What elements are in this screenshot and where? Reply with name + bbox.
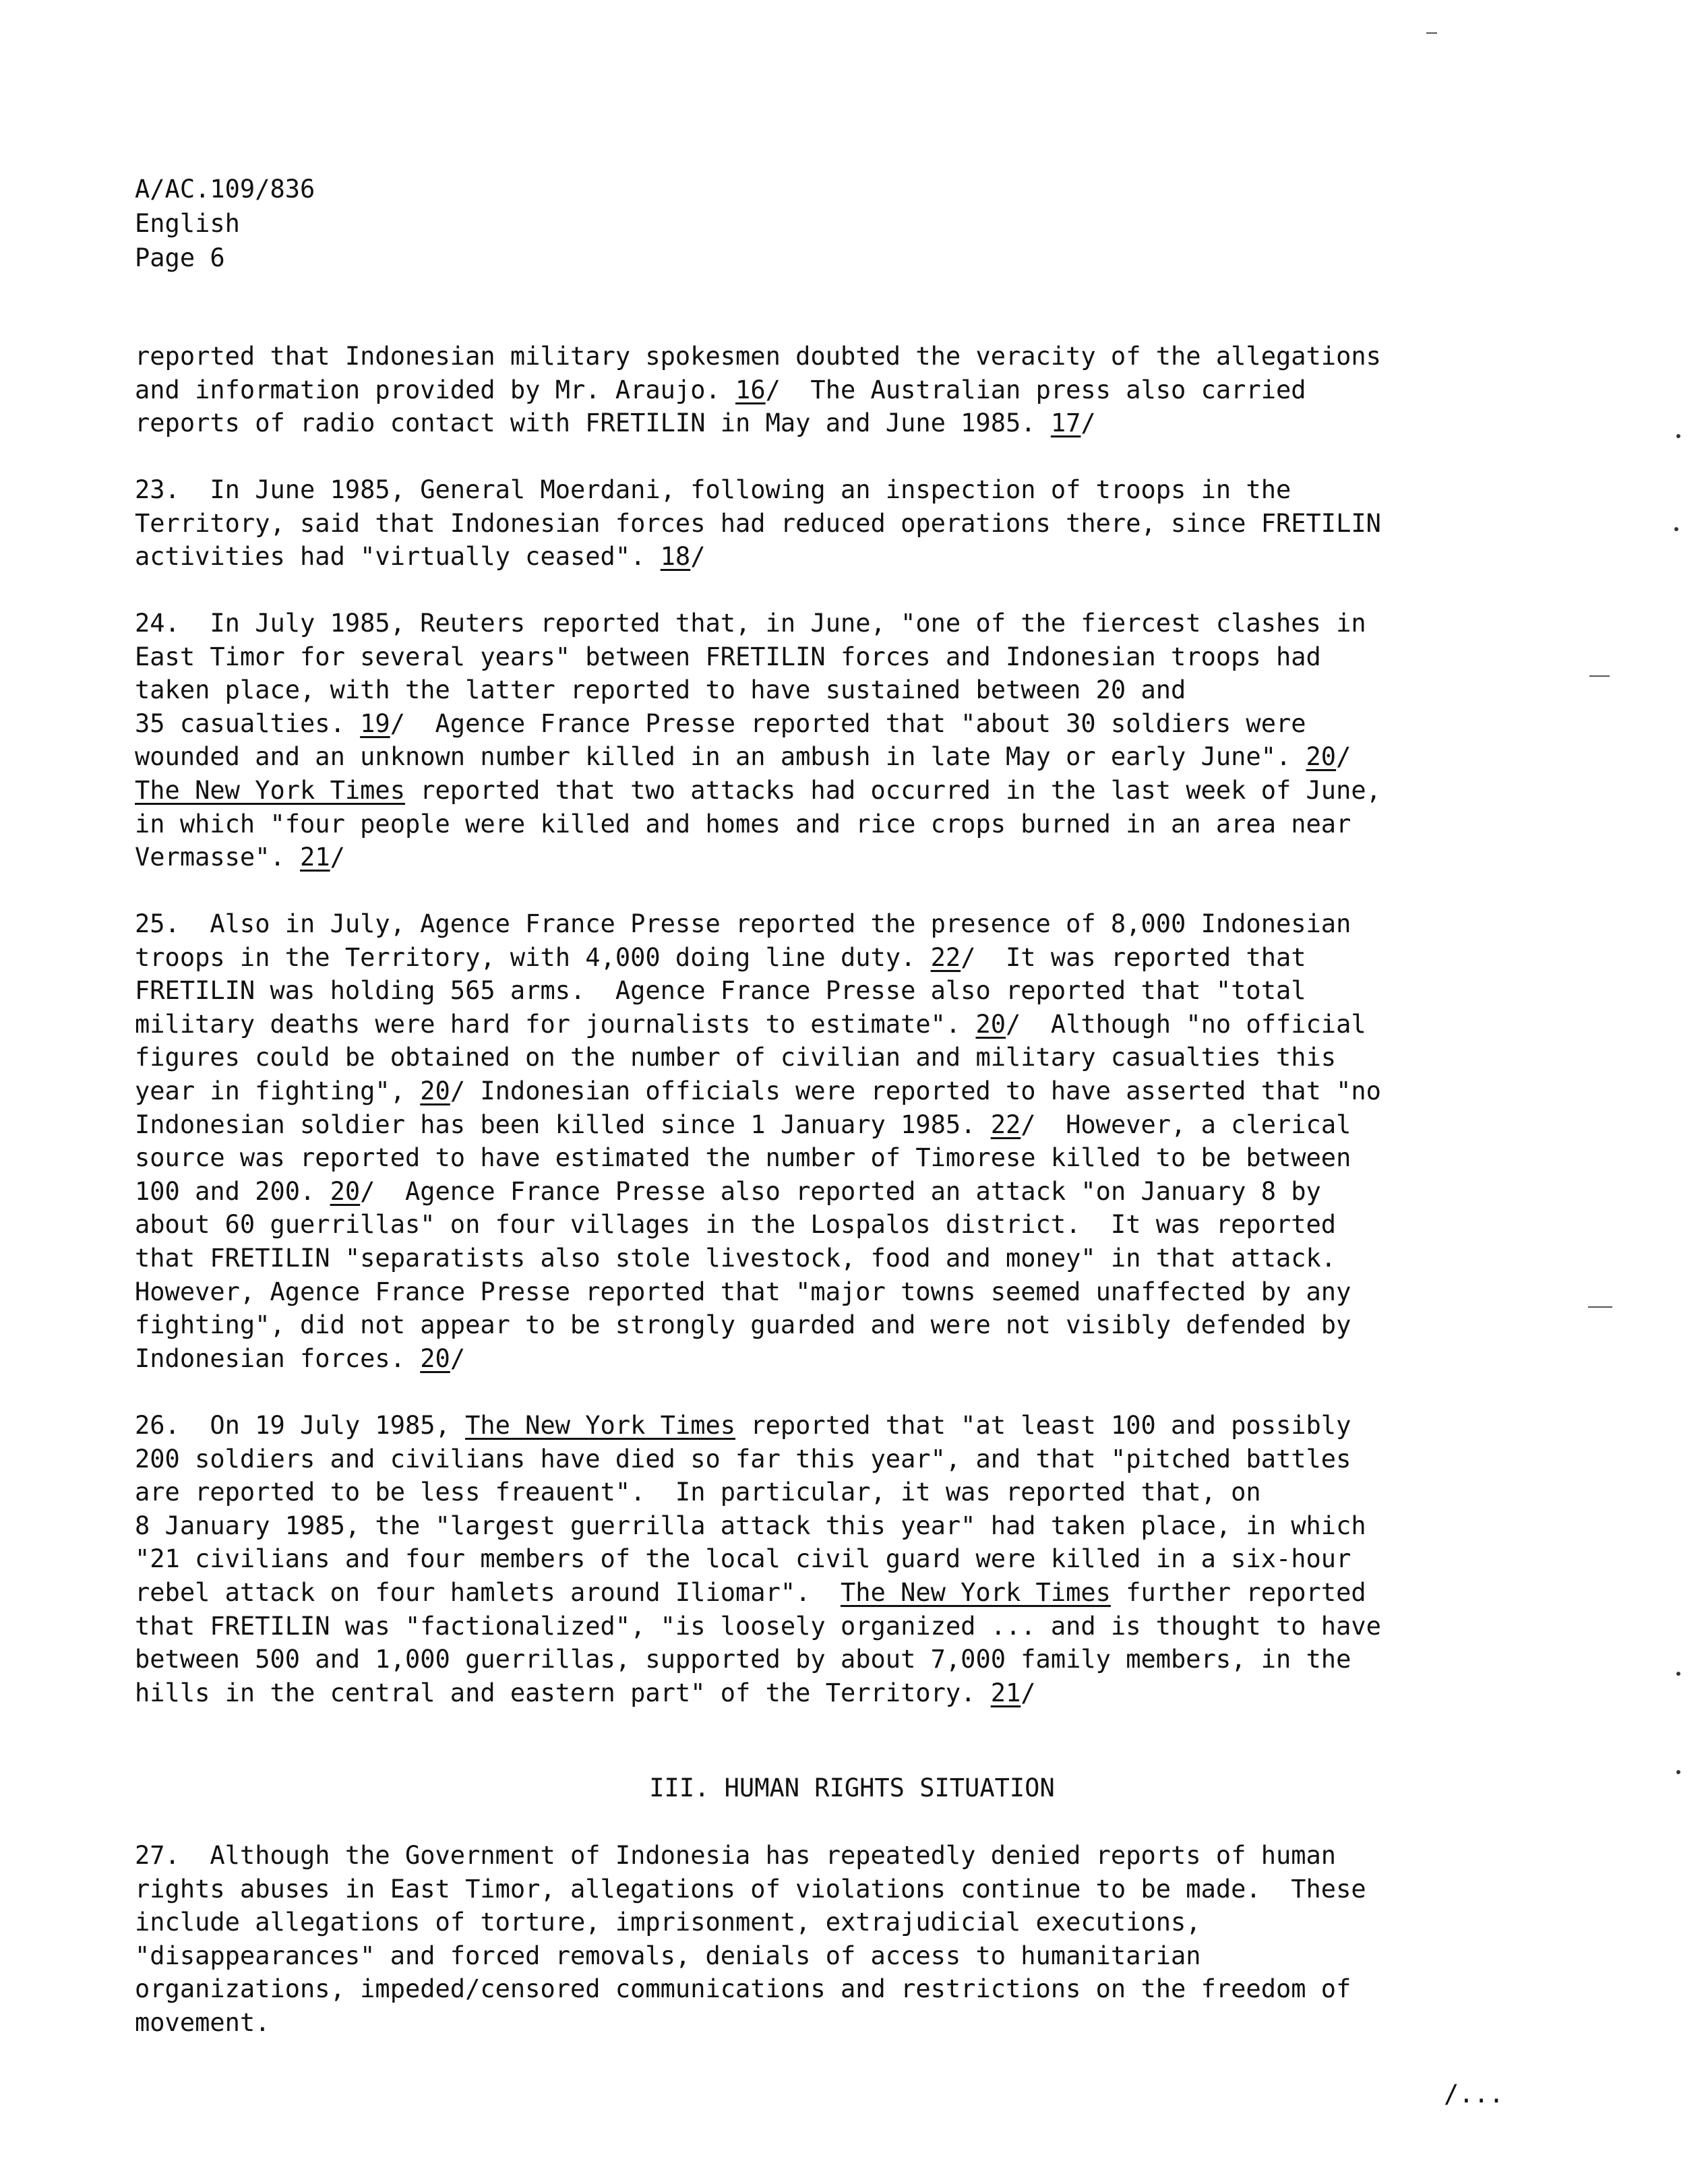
- paragraph-27: [135, 1839, 1537, 2040]
- text-line: [135, 1839, 1537, 1873]
- text-run: that FRETILIN "separatists also stole livestock, food and money" in that attack.: [135, 1243, 1337, 1273]
- text-run: military deaths were hard for journalists to estimate".: [135, 1009, 976, 1039]
- underlined-reference: 20: [1306, 742, 1337, 772]
- text-run: reported that "at least 100 and possibly: [735, 1411, 1351, 1440]
- text-line: [135, 473, 1537, 507]
- text-line: [135, 974, 1537, 1008]
- text-line: [135, 1643, 1537, 1676]
- text-run: FRETILIN was holding 565 arms. Agence France Presse also reported that "total: [135, 976, 1306, 1006]
- text-line: [135, 1008, 1537, 1041]
- text-run: 35 casualties.: [135, 708, 361, 738]
- text-run: / Although "no official: [1006, 1009, 1366, 1039]
- text-run: and information provided by Mr. Araujo.: [135, 375, 736, 404]
- text-run: 24. In July 1985, Reuters reported that, in June, "one of the fiercest clashes in: [135, 609, 1366, 638]
- underlined-reference: 17: [1050, 408, 1081, 438]
- text-line: [135, 673, 1537, 707]
- text-line: [135, 540, 1537, 574]
- text-run: Indonesian soldier has been killed since 1 January 1985.: [135, 1110, 991, 1139]
- text-run: /: [1021, 1678, 1036, 1707]
- text-line: [135, 1610, 1537, 1643]
- text-line: [135, 841, 1537, 874]
- text-line: [135, 1208, 1537, 1242]
- underlined-reference: The New York Times: [840, 1577, 1111, 1607]
- text-line: [135, 774, 1537, 808]
- text-run: /: [450, 1343, 466, 1373]
- text-run: 26. On 19 July 1985,: [135, 1411, 466, 1440]
- underlined-reference: 20: [330, 1176, 361, 1206]
- text-run: "21 civilians and four members of the local civil guard were killed in a six-hour: [135, 1544, 1351, 1574]
- text-line: [135, 1342, 1537, 1376]
- text-line: [135, 740, 1537, 774]
- scan-mark: [1588, 1306, 1612, 1308]
- page-number: Page 6: [135, 243, 225, 272]
- text-line: [135, 907, 1537, 941]
- text-line: [135, 1939, 1537, 1973]
- text-line: [135, 640, 1537, 674]
- underlined-reference: 19: [360, 708, 390, 738]
- text-run: / The Australian press also carried: [765, 375, 1306, 404]
- text-run: reported that two attacks had occurred in the last week of June,: [404, 775, 1381, 805]
- scan-speck: [1674, 527, 1678, 531]
- underlined-reference: 20: [420, 1076, 450, 1105]
- text-line: [135, 1576, 1537, 1610]
- text-line: [135, 1308, 1537, 1342]
- text-run: /: [1081, 408, 1096, 438]
- text-line: [135, 1443, 1537, 1476]
- text-run: further reported: [1110, 1577, 1366, 1607]
- text-run: are reported to be less freauent". In particular, it was reported that, on: [135, 1478, 1261, 1507]
- text-run: fighting", did not appear to be strongly guarded and were not visibly defended by: [135, 1310, 1351, 1340]
- text-run: that FRETILIN was "factionalized", "is loosely organized ... and is thought to have: [135, 1611, 1381, 1641]
- text-line: [135, 1509, 1537, 1543]
- text-run: rights abuses in East Timor, allegations of violations continue to be made. These: [135, 1874, 1366, 1904]
- text-run: organizations, impeded/censored communications and restrictions on the freedom of: [135, 1974, 1351, 2004]
- text-run: However, Agence France Presse reported that "major towns seemed unaffected by any: [135, 1277, 1351, 1306]
- underlined-reference: 18: [660, 542, 691, 572]
- text-run: / Agence France Presse also reported an attack "on January 8 by: [360, 1176, 1321, 1206]
- document-symbol: A/AC.109/836: [135, 175, 315, 204]
- text-line: [135, 507, 1537, 541]
- text-run: reported that Indonesian military spokesmen doubted the veracity of the allegations: [135, 342, 1381, 371]
- text-run: 8 January 1985, the "largest guerrilla attack this year" had taken place, in which: [135, 1511, 1366, 1540]
- text-run: reports of radio contact with FRETILIN in May and June 1985.: [135, 408, 1051, 438]
- scan-speck: [1676, 434, 1680, 438]
- text-run: 200 soldiers and civilians have died so far this year", and that "pitched battles: [135, 1444, 1351, 1474]
- text-line: [135, 1873, 1537, 1906]
- text-line: [135, 707, 1537, 741]
- text-run: 27. Although the Government of Indonesia has repeatedly denied reports of human: [135, 1841, 1337, 1870]
- text-run: taken place, with the latter reported to have sustained between 20 and: [135, 675, 1186, 705]
- text-line: [135, 607, 1537, 640]
- text-run: activities had "virtually ceased".: [135, 542, 661, 572]
- text-run: in which "four people were killed and homes and rice crops burned in an area near: [135, 809, 1351, 839]
- text-line: [135, 373, 1537, 407]
- underlined-reference: 20: [975, 1009, 1006, 1039]
- scan-speck: [1676, 1672, 1680, 1676]
- text-line: [135, 1409, 1537, 1443]
- text-line: [135, 2006, 1537, 2040]
- text-run: / Agence France Presse reported that "about 30 soldiers were: [390, 708, 1306, 738]
- text-run: Vermasse".: [135, 843, 301, 872]
- scan-mark: [1426, 32, 1437, 34]
- scan-mark: [1589, 675, 1610, 677]
- scan-speck: [1676, 1770, 1680, 1774]
- document-header: [135, 173, 315, 276]
- text-run: include allegations of torture, imprisonment, extrajudicial executions,: [135, 1908, 1201, 1937]
- text-run: 100 and 200.: [135, 1176, 330, 1206]
- paragraph-23: [135, 473, 1537, 574]
- underlined-reference: 22: [990, 1110, 1021, 1139]
- text-line: [135, 1141, 1537, 1175]
- underlined-reference: The New York Times: [135, 775, 405, 805]
- text-line: [135, 808, 1537, 841]
- text-line: [135, 1175, 1537, 1209]
- text-run: "disappearances" and forced removals, denials of access to humanitarian: [135, 1941, 1201, 1970]
- text-run: Indonesian forces.: [135, 1343, 421, 1373]
- text-line: [135, 1542, 1537, 1576]
- text-line: [135, 1476, 1537, 1509]
- text-run: hills in the central and eastern part" of the Territory.: [135, 1678, 991, 1707]
- text-run: about 60 guerrillas" on four villages in the Lospalos district. It was reported: [135, 1210, 1337, 1240]
- text-run: wounded and an unknown number killed in an ambush in late May or early June".: [135, 742, 1306, 772]
- text-run: source was reported to have estimated the number of Timorese killed to be between: [135, 1143, 1351, 1173]
- text-run: 23. In June 1985, General Moerdani, following an inspection of troops in the: [135, 475, 1291, 504]
- text-run: /: [690, 542, 706, 572]
- text-line: [135, 1676, 1537, 1710]
- text-run: figures could be obtained on the number of civilian and military casualties this: [135, 1043, 1337, 1072]
- paragraph-continuation: [135, 340, 1537, 440]
- text-line: [135, 1074, 1537, 1108]
- text-line: [135, 941, 1537, 975]
- text-run: /: [330, 843, 345, 872]
- text-run: / However, a clerical: [1021, 1110, 1351, 1139]
- underlined-reference: 21: [300, 843, 330, 872]
- text-run: / It was reported that: [961, 942, 1306, 972]
- section-heading: III. HUMAN RIGHTS SITUATION: [649, 1773, 1055, 1802]
- text-run: 25. Also in July, Agence France Presse reported the presence of 8,000 Indonesian: [135, 909, 1351, 938]
- text-run: between 500 and 1,000 guerrillas, supported by about 7,000 family members, in the: [135, 1645, 1351, 1674]
- underlined-reference: 16: [735, 375, 766, 404]
- underlined-reference: 21: [990, 1678, 1021, 1707]
- paragraph-26: [135, 1409, 1537, 1709]
- text-run: /: [1336, 742, 1351, 772]
- text-line: [135, 1275, 1537, 1309]
- text-line: [135, 1041, 1537, 1074]
- text-run: movement.: [135, 2007, 270, 2037]
- text-run: year in fighting",: [135, 1076, 421, 1105]
- text-run: troops in the Territory, with 4,000 doing line duty.: [135, 942, 931, 972]
- document-language: English: [135, 209, 240, 238]
- text-line: [135, 1242, 1537, 1275]
- text-line: [135, 1108, 1537, 1142]
- text-line: [135, 1906, 1537, 1939]
- underlined-reference: 22: [930, 942, 961, 972]
- text-run: Territory, said that Indonesian forces had reduced operations there, since FRETILIN: [135, 508, 1381, 538]
- text-run: rebel attack on four hamlets around Iliomar".: [135, 1577, 841, 1607]
- text-line: [135, 1972, 1537, 2006]
- paragraph-24: [135, 607, 1537, 874]
- text-run: East Timor for several years" between FRETILIN forces and Indonesian troops had: [135, 642, 1321, 671]
- text-run: / Indonesian officials were reported to have asserted that "no: [450, 1076, 1381, 1105]
- text-line: [135, 406, 1537, 440]
- paragraph-25: [135, 907, 1537, 1375]
- continued-marker: /...: [1444, 2080, 1504, 2109]
- underlined-reference: The New York Times: [465, 1411, 736, 1440]
- underlined-reference: 20: [420, 1343, 450, 1373]
- text-line: [135, 340, 1537, 373]
